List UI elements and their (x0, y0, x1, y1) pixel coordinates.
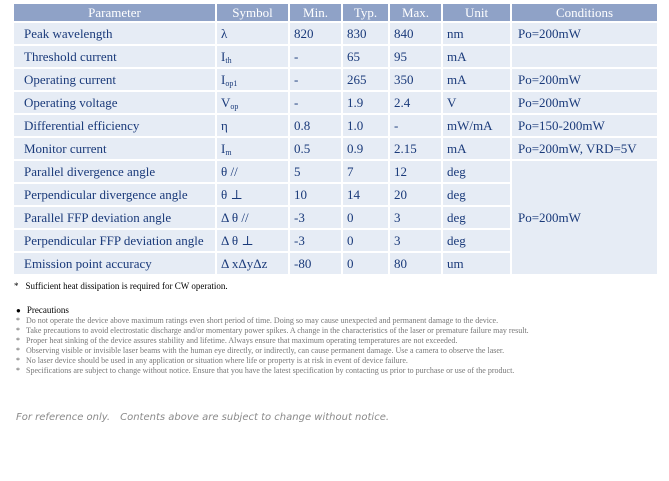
column-header: Typ. (343, 4, 388, 21)
unit-cell: deg (443, 184, 510, 205)
disclaimer-notice: Contents above are subject to change without notice. (120, 412, 390, 423)
footnote (14, 281, 228, 291)
min-cell: -3 (290, 230, 341, 251)
parameter-cell: Operating voltage (14, 92, 215, 113)
precaution-asterisk: * (16, 326, 20, 335)
min-cell: 820 (290, 23, 341, 44)
conditions-cell-merged: Po=200mW (512, 161, 657, 274)
precaution-asterisk: * (16, 356, 20, 365)
parameter-cell: Threshold current (14, 46, 215, 67)
typ-cell: 14 (343, 184, 388, 205)
table-header (14, 4, 657, 21)
precaution-item (16, 326, 529, 336)
column-header: Max. (390, 4, 441, 21)
table-row (14, 46, 657, 67)
precaution-asterisk: * (16, 336, 20, 345)
precaution-item (16, 356, 529, 366)
min-cell: -80 (290, 253, 341, 274)
symbol-text: Δ θ // (221, 209, 249, 225)
precautions-title: Precautions (26, 305, 69, 315)
precaution-text: No laser device should be used in any application or situation where life or property is at risk in event of device failure. (26, 356, 408, 365)
symbol-cell (217, 115, 288, 136)
max-cell: 80 (390, 253, 441, 274)
parameter-cell: Emission point accuracy (14, 253, 215, 274)
min-cell: - (290, 92, 341, 113)
footnote-text: Sufficient heat dissipation is required for CW operation. (25, 281, 228, 291)
unit-cell: mA (443, 46, 510, 67)
typ-cell: 1.0 (343, 115, 388, 136)
min-cell: - (290, 46, 341, 67)
conditions-cell: Po=150-200mW (512, 115, 657, 136)
unit-cell: nm (443, 23, 510, 44)
table-row (14, 69, 657, 90)
min-cell: - (290, 69, 341, 90)
symbol-cell (217, 161, 288, 182)
symbol-text: θ ⊥ (221, 186, 243, 202)
table-header-row (14, 4, 657, 21)
symbol-subscript: m (225, 147, 232, 157)
max-cell: 2.15 (390, 138, 441, 159)
unit-cell: mA (443, 138, 510, 159)
symbol-cell (217, 69, 288, 90)
unit-cell: um (443, 253, 510, 274)
precaution-item (16, 366, 529, 376)
parameter-cell: Peak wavelength (14, 23, 215, 44)
typ-cell: 65 (343, 46, 388, 67)
typ-cell: 0 (343, 253, 388, 274)
parameter-cell: Perpendicular FFP deviation angle (14, 230, 215, 251)
specifications-table (12, 2, 659, 276)
precaution-asterisk: * (16, 366, 20, 375)
table-row (14, 92, 657, 113)
precaution-item (16, 316, 529, 326)
symbol-text: I (221, 140, 226, 156)
column-header: Parameter (14, 4, 215, 21)
table-row (14, 138, 657, 159)
conditions-cell (512, 46, 657, 67)
precaution-asterisk: * (16, 346, 20, 355)
column-header: Conditions (512, 4, 657, 21)
typ-cell: 830 (343, 23, 388, 44)
parameter-cell: Operating current (14, 69, 215, 90)
bullet-icon: ● (16, 306, 21, 315)
symbol-text: λ (221, 25, 228, 41)
typ-cell: 0 (343, 230, 388, 251)
typ-cell: 7 (343, 161, 388, 182)
table-row (14, 161, 657, 182)
symbol-text: η (221, 117, 228, 133)
precaution-item (16, 346, 529, 356)
symbol-cell (217, 230, 288, 251)
disclaimer-reference: For reference only. (16, 412, 111, 423)
symbol-text: I (221, 48, 226, 64)
symbol-subscript: th (225, 55, 232, 65)
symbol-subscript: op (230, 101, 239, 111)
precautions-list (16, 316, 529, 376)
symbol-text: I (221, 71, 226, 87)
typ-cell: 1.9 (343, 92, 388, 113)
symbol-text: Δ xΔyΔz (221, 255, 268, 271)
parameter-cell: Monitor current (14, 138, 215, 159)
symbol-cell (217, 207, 288, 228)
table-body (14, 23, 657, 274)
max-cell: 3 (390, 207, 441, 228)
conditions-cell: Po=200mW (512, 92, 657, 113)
max-cell: 20 (390, 184, 441, 205)
symbol-text: V (221, 94, 231, 110)
symbol-text: θ // (221, 163, 238, 179)
min-cell: 0.8 (290, 115, 341, 136)
precaution-text: Observing visible or invisible laser beams with the human eye directly, or indirectly, can cause permanent damage. Use a camera to observe the laser. (26, 346, 505, 355)
symbol-text: Δ θ ⊥ (221, 232, 254, 248)
max-cell: - (390, 115, 441, 136)
max-cell: 840 (390, 23, 441, 44)
column-header: Min. (290, 4, 341, 21)
unit-cell: mW/mA (443, 115, 510, 136)
min-cell: -3 (290, 207, 341, 228)
disclaimer (16, 412, 389, 423)
symbol-cell (217, 253, 288, 274)
parameter-cell: Differential efficiency (14, 115, 215, 136)
max-cell: 3 (390, 230, 441, 251)
parameter-cell: Perpendicular divergence angle (14, 184, 215, 205)
table-row (14, 115, 657, 136)
footnote-asterisk: * (14, 281, 19, 291)
max-cell: 350 (390, 69, 441, 90)
conditions-cell: Po=200mW (512, 69, 657, 90)
precaution-item (16, 336, 529, 346)
precaution-text: Take precautions to avoid electrostatic discharge and/or momentary power spikes. A change in the characteristics of the laser or premature failure may result. (26, 326, 529, 335)
unit-cell: deg (443, 230, 510, 251)
typ-cell: 0 (343, 207, 388, 228)
symbol-cell (217, 46, 288, 67)
unit-cell: deg (443, 207, 510, 228)
symbol-subscript: op1 (225, 78, 238, 88)
table-row (14, 23, 657, 44)
conditions-cell: Po=200mW, VRD=5V (512, 138, 657, 159)
column-header: Symbol (217, 4, 288, 21)
parameter-cell: Parallel FFP deviation angle (14, 207, 215, 228)
unit-cell: V (443, 92, 510, 113)
min-cell: 0.5 (290, 138, 341, 159)
symbol-cell (217, 23, 288, 44)
symbol-cell (217, 138, 288, 159)
max-cell: 95 (390, 46, 441, 67)
precaution-text: Specifications are subject to change without notice. Ensure that you have the latest specification by contacting us prior to purchase or use of the product. (26, 366, 515, 375)
symbol-cell (217, 184, 288, 205)
precautions-heading (16, 305, 69, 315)
max-cell: 12 (390, 161, 441, 182)
typ-cell: 265 (343, 69, 388, 90)
column-header: Unit (443, 4, 510, 21)
symbol-cell (217, 92, 288, 113)
precaution-text: Do not operate the device above maximum ratings even short period of time. Doing so may cause unexpected and permanent damage to the device. (26, 316, 499, 325)
conditions-cell: Po=200mW (512, 23, 657, 44)
unit-cell: mA (443, 69, 510, 90)
precaution-asterisk: * (16, 316, 20, 325)
unit-cell: deg (443, 161, 510, 182)
precaution-text: Proper heat sinking of the device assures stability and lifetime. Always ensure that maximum operating temperatures are not exceeded. (26, 336, 458, 345)
parameter-cell: Parallel divergence angle (14, 161, 215, 182)
min-cell: 5 (290, 161, 341, 182)
typ-cell: 0.9 (343, 138, 388, 159)
min-cell: 10 (290, 184, 341, 205)
max-cell: 2.4 (390, 92, 441, 113)
